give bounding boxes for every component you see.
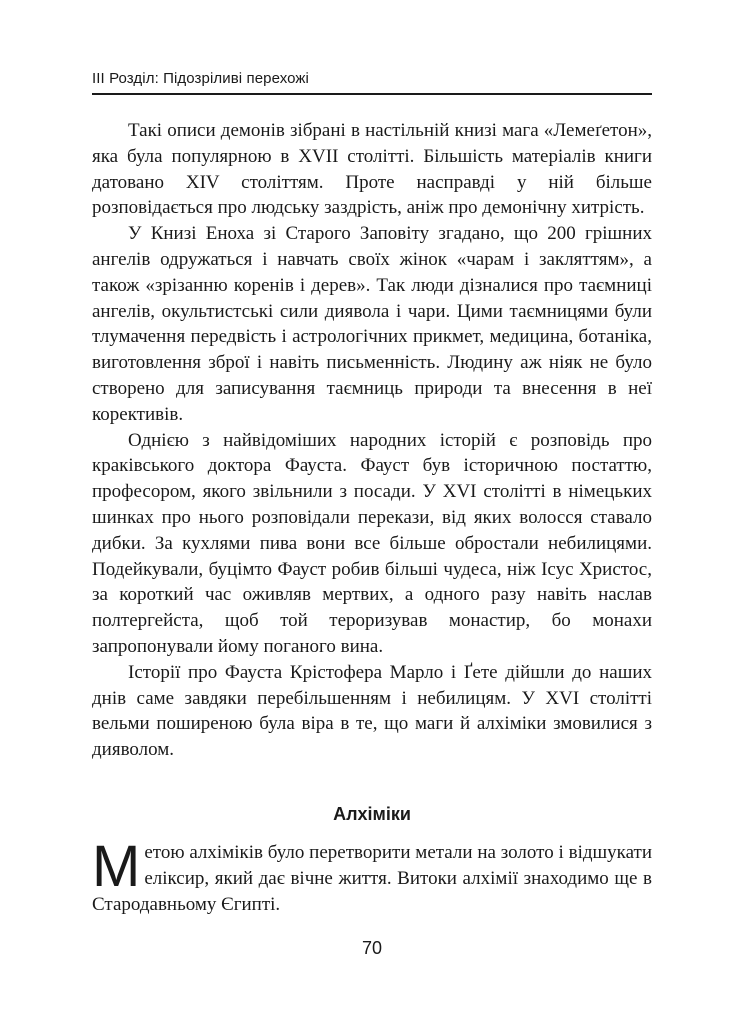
paragraph-4: Історії про Фауста Крістофера Марло і Ґете дійшли до наших днів саме завдяки перебільшенням і небилицям. У XVI столітті вельми поширеною була віра в те, що маги й алхіміки змовилися з дияволом.	[92, 661, 652, 761]
body-text	[92, 118, 652, 763]
section-title: Алхіміки	[333, 804, 411, 824]
section-text	[92, 834, 652, 917]
paragraph-1: Такі описи демонів зібрані в настільній книзі мага «Лемеґетон», яка була популярною в XVII столітті. Більшість матеріалів книги датовано XIV століттям. Проте насправді у ній більше розповідається про людську заздрість, аніж про демонічну хитрість.	[92, 120, 652, 219]
paragraph-3: Однією з найвідоміших народних історій є розповідь про краківського доктора Фауста. Фауст був історичною постаттю, професором, якого звільнили з посади. У XVI столітті в німецьких шинках про нього розповідали перекази, від яких волосся ставало дибки. За кухлями пива вони все більше обростали небилицями. Подейкували, буцімто Фауст робив більші чудеса, ніж Ісус Христос, за короткий час оживляв мертвих, а одного разу навіть наслав полтергейста, щоб той тероризував монастир, бо монахи запропонували йому поганого вина.	[92, 429, 652, 657]
page-number: 70	[361, 938, 383, 958]
header-rule	[92, 93, 652, 95]
running-title: III Розділ: Підозріливі перехожі	[92, 70, 309, 87]
section-paragraph	[92, 834, 652, 917]
drop-cap: М	[92, 834, 141, 899]
paragraph-2: У Книзі Еноха зі Старого Заповіту згадано, що 200 грішних ангелів одружаться і навчать своїх жінок «чарам і закляттям», а також «зрізанню коренів і дерев». Так люди дізналися про таємниці ангелів, окультистські сили диявола і чари. Цими таємницями були тлумачення передвість і астрологічних прикмет, медицина, ботаніка, виготовлення зброї і навіть письменність. Людину аж ніяк не було створено для записування таємниць природи та внесення в неї корективів.	[92, 223, 652, 425]
section-paragraph-text: етою алхіміків було перетворити метали на золото і відшукати еліксир, який дає вічне життя. Витоки алхімії знаходимо ще в Стародавньому Єгипті.	[92, 842, 652, 915]
